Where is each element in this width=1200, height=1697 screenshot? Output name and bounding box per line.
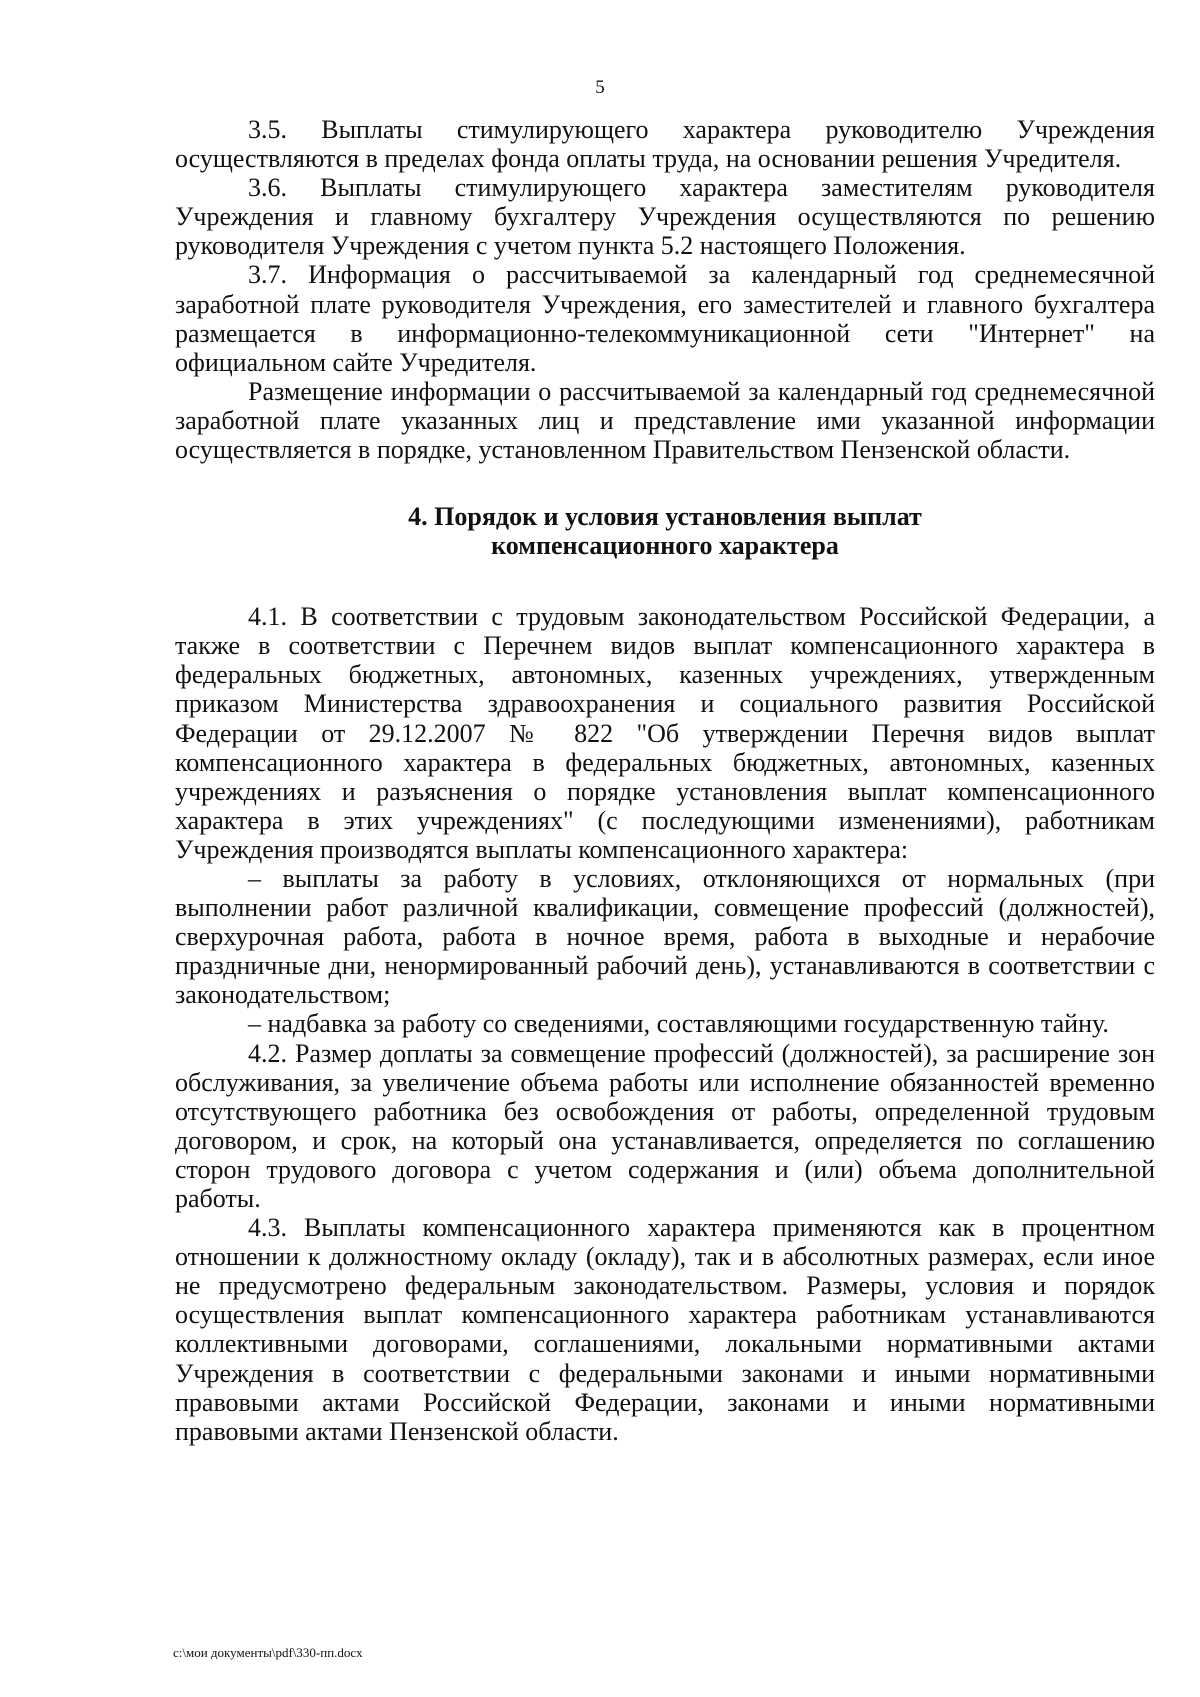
paragraph-3-7: 3.7. Информация о рассчитываемой за календарный год среднемесячной заработной плате руководителя Учреждения, его заместителей и главного бухгалтера размещается в информационно-телекоммуникационной сети "Интернет" на официальном сайте Учредителя. [175, 260, 1155, 377]
paragraph-3-6: 3.6. Выплаты стимулирующего характера заместителям руководителя Учреждения и главному бухгалтеру Учреждения осуществляются по решению руководителя Учреждения с учетом пункта 5.2 настоящего Положения. [175, 173, 1155, 261]
footer-file-path: c:\мои документы\pdf\330-пп.docx [173, 1645, 363, 1660]
section-4-heading-line2: компенсационного характера [491, 531, 839, 561]
list-item-overtime: – выплаты за работу в условиях, отклоняющихся от нормальных (при выполнении работ различной квалификации, совмещение профессий (должностей), сверхурочная работа, работа в ночное время, работа в выходные и нерабочие праздничные дни, ненормированный рабочий день), устанавливаются в соответствии с законодательством; [175, 863, 1155, 1010]
list-item-secret-allowance: – надбавка за работу со сведениями, составляющими государственную тайну. [248, 1009, 1109, 1039]
page-number: 5 [595, 77, 605, 98]
paragraph-4-3: 4.3. Выплаты компенсационного характера применяются как в процентном отношении к должностному окладу (окладу), так и в абсолютных размерах, если иное не предусмотрено федеральным законодательством. Размеры, условия и порядок осуществления выплат компенсационного характера работникам устанавливаются коллективными договорами, соглашениями, локальными нормативными актами Учреждения в соответствии с федеральными законами и иными нормативными правовыми актами Российской Федерации, законами и иными нормативными правовыми актами Пензенской области. [175, 1213, 1155, 1446]
paragraph-4-1: 4.1. В соответствии с трудовым законодательством Российской Федерации, а также в соответствии с Перечнем видов выплат компенсационного характера в федеральных бюджетных, автономных, казенных учреждениях, утвержденным приказом Министерства здравоохранения и социального развития Российской Федерации от 29.12.2007 № 822 "Об утверждении Перечня видов выплат компенсационного характера в федеральных бюджетных, автономных, казенных учреждениях и разъяснения о порядке установления выплат компенсационного характера в этих учреждениях" (с последующими изменениями), работникам Учреждения производятся выплаты компенсационного характера: [175, 602, 1155, 864]
paragraph-4-2: 4.2. Размер доплаты за совмещение профессий (должностей), за расширение зон обслуживания, за увеличение объема работы или исполнение обязанностей временно отсутствующего работника без освобождения от работы, определенной трудовым договором, и срок, на который она устанавливается, определяется по соглашению сторон трудового договора с учетом содержания и (или) объема дополнительной работы. [175, 1038, 1155, 1213]
paragraph-3-7-placement: Размещение информации о рассчитываемой за календарный год среднемесячной заработной плате указанных лиц и представление ими указанной информации осуществляется в порядке, установленном Правительством Пензенской области. [175, 376, 1155, 465]
section-4-heading [175, 502, 1155, 560]
document-body [175, 115, 1155, 1446]
paragraph-3-5: 3.5. Выплаты стимулирующего характера руководителю Учреждения осуществляются в пределах фонда оплаты труда, на основании решения Учредителя. [175, 115, 1155, 174]
section-4-heading-line1: 4. Порядок и условия установления выплат [408, 502, 922, 532]
